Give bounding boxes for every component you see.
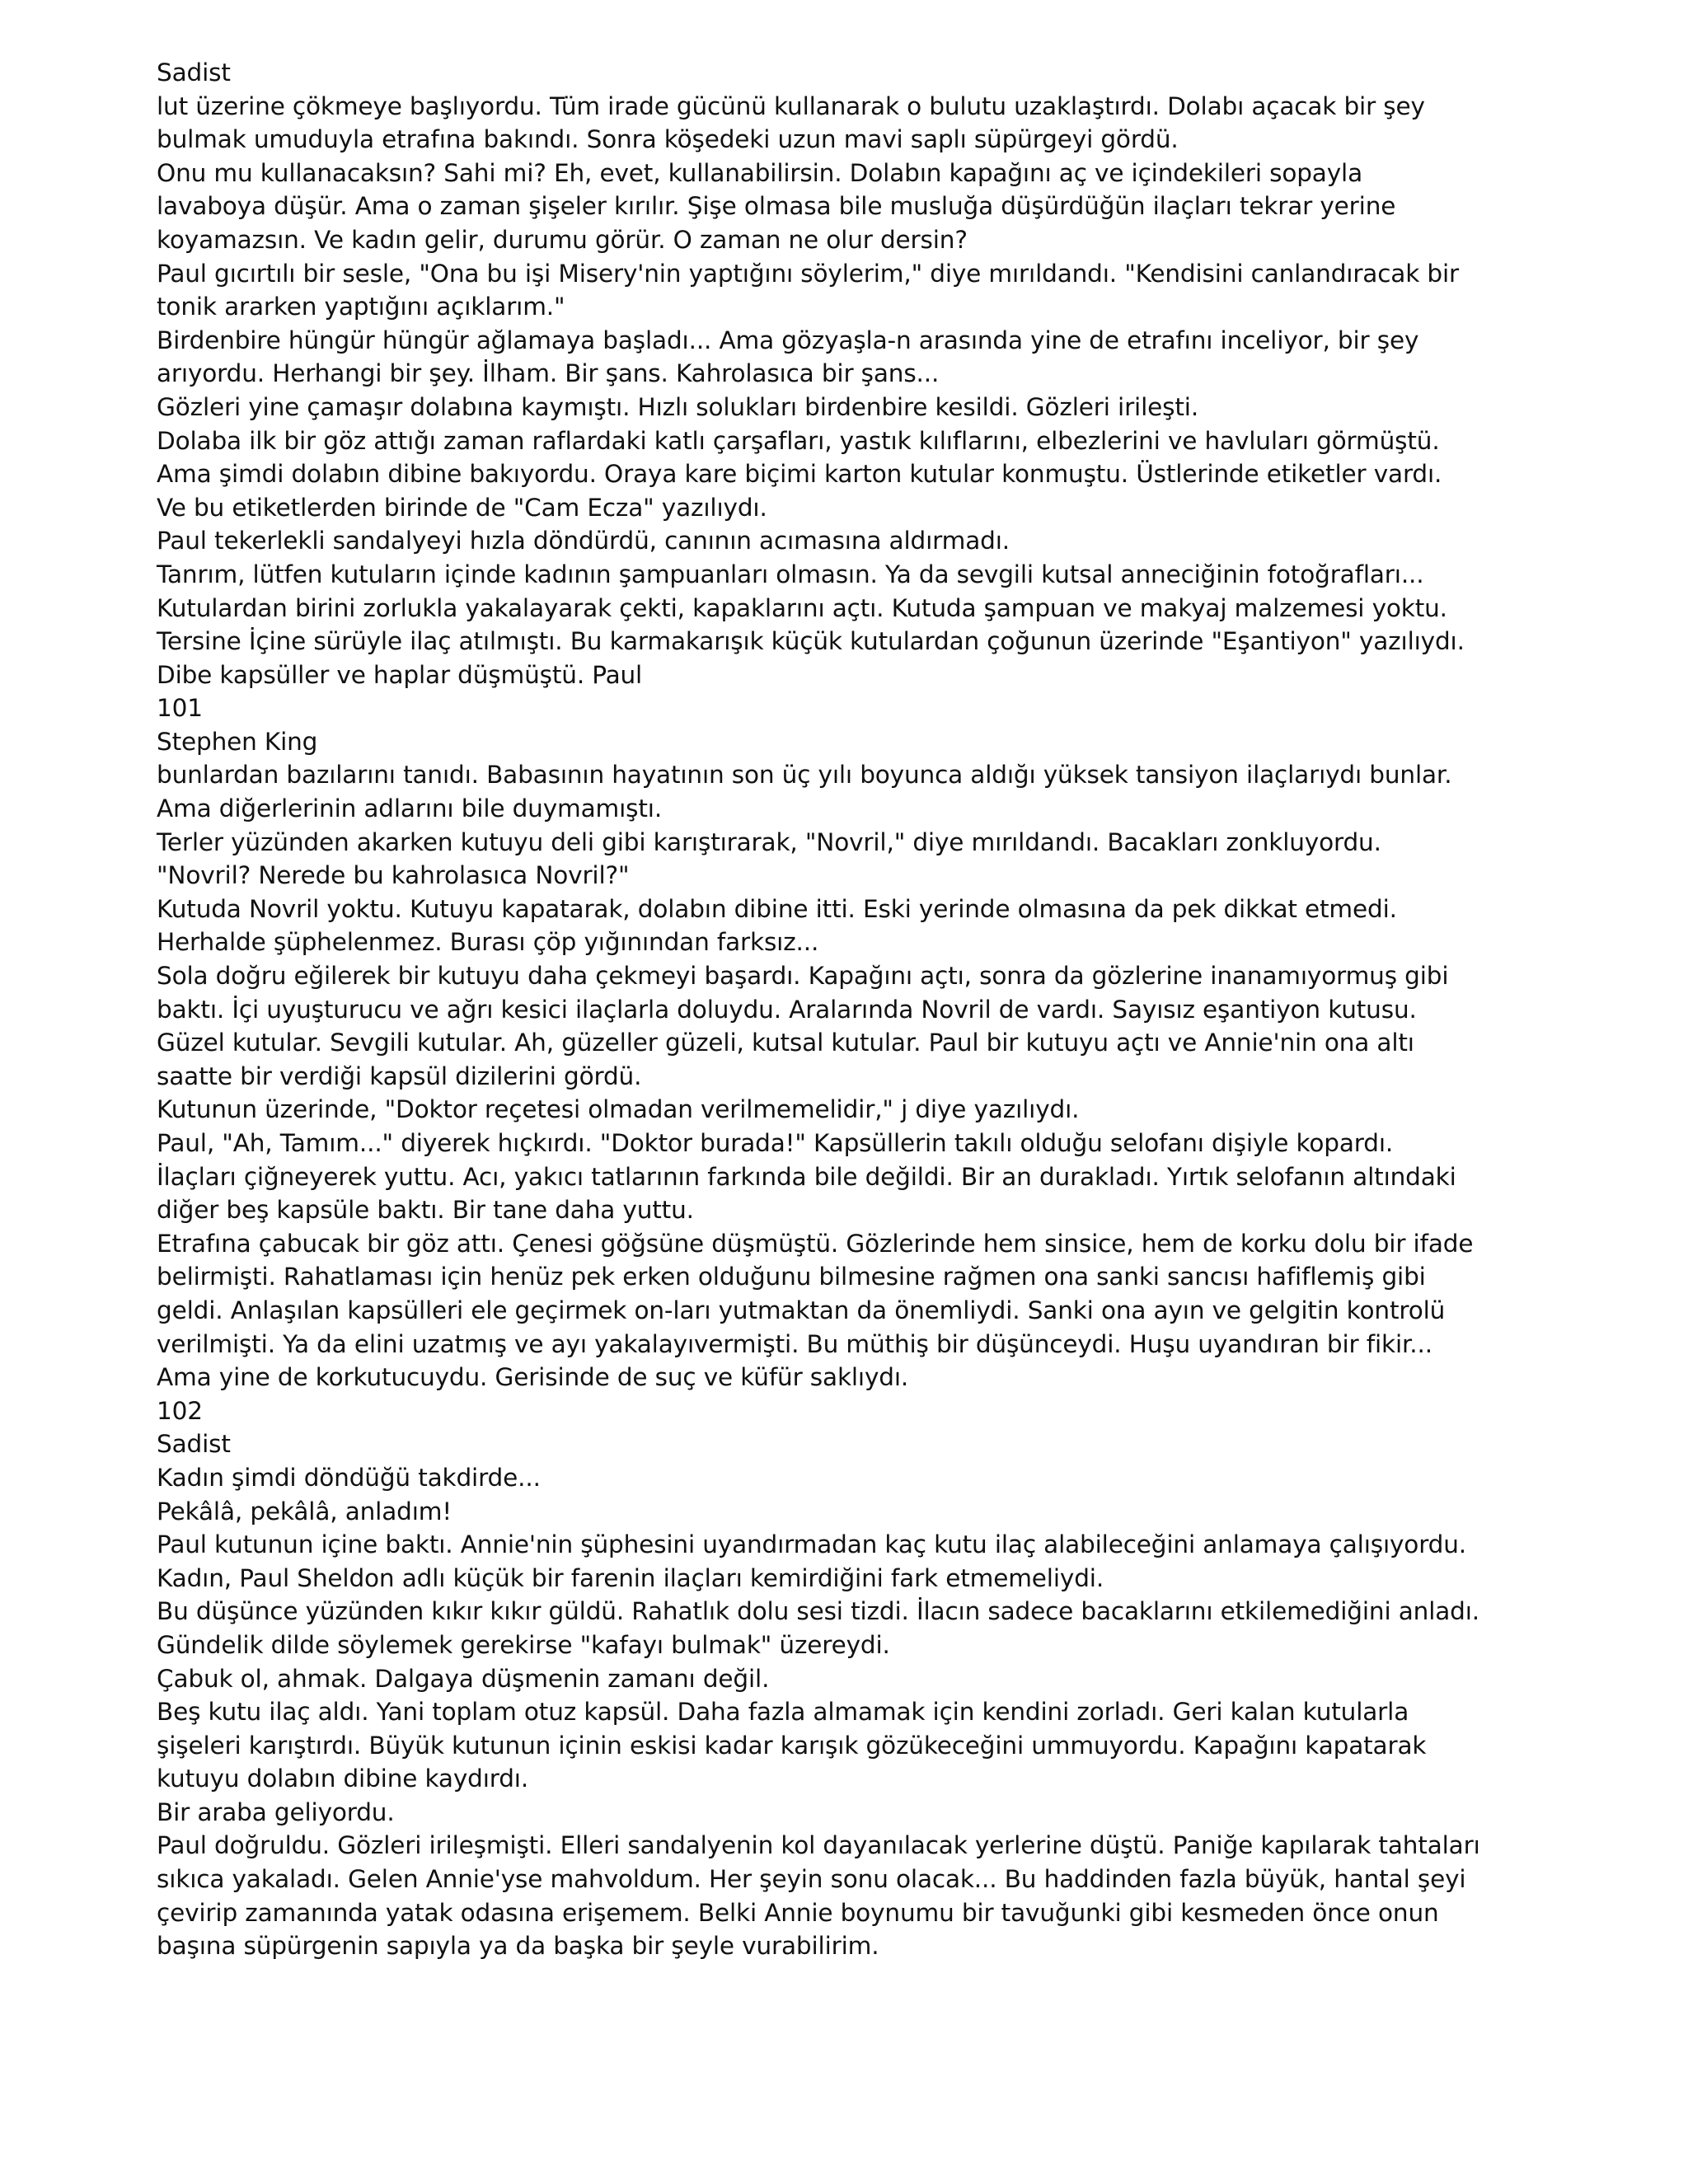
text-line: Etrafına çabucak bir göz attı. Çenesi göğsüne düşmüştü. Gözlerinde hem sinsice, hem de korku dolu bir ifade xyxy=(157,1229,1474,1258)
text-line: Güzel kutular. Sevgili kutular. Ah, güzeller güzeli, kutsal kutular. Paul bir kutuyu açtı ve Annie'nin ona altı xyxy=(157,1029,1414,1057)
text-line: arıyordu. Herhangi bir şey. İlham. Bir şans. Kahrolasıca bir şans... xyxy=(157,359,940,388)
text-line: sıkıca yakaladı. Gelen Annie'yse mahvoldum. Her şeyin sonu olacak... Bu haddinden fazla büyük, hantal şeyi xyxy=(157,1865,1466,1894)
text-line: diğer beş kapsüle baktı. Bir tane daha yuttu. xyxy=(157,1196,694,1225)
document-page xyxy=(157,56,1558,1963)
text-line: kutuyu dolabın dibine kaydırdı. xyxy=(157,1765,529,1793)
text-line: bulmak umuduyla etrafına bakındı. Sonra köşedeki uzun mavi saplı süpürgeyi gördü. xyxy=(157,125,1179,154)
text-line: Ama yine de korkutucuydu. Gerisinde de suç ve küfür saklıydı. xyxy=(157,1363,909,1392)
text-line: şişeleri karıştırdı. Büyük kutunun içinin eskisi kadar karışık gözükeceğini ummuyordu. Kapağını kapatarak xyxy=(157,1731,1427,1760)
text-line: Sadist xyxy=(157,1430,231,1459)
text-line: başına süpürgenin sapıyla ya da başka bir şeyle vurabilirim. xyxy=(157,1932,879,1961)
text-line: bunlardan bazılarını tanıdı. Babasının hayatının son üç yılı boyunca aldığı yüksek tansiyon ilaçlarıydı bunlar. xyxy=(157,761,1452,790)
text-line: Sadist xyxy=(157,59,231,87)
text-line: Paul kutunun içine baktı. Annie'nin şüphesini uyandırmadan kaç kutu ilaç alabileceğini anlamaya çalışıyordu. xyxy=(157,1530,1467,1559)
text-line: Onu mu kullanacaksın? Sahi mi? Eh, evet, kullanabilirsin. Dolabın kapağını aç ve içindekileri sopayla xyxy=(157,158,1363,187)
text-line: Kutulardan birini zorlukla yakalayarak çekti, kapaklarını açtı. Kutuda şampuan ve makyaj malzemesi yoktu. xyxy=(157,593,1447,622)
text-line: Ama diğerlerinin adlarını bile duymamıştı. xyxy=(157,794,663,823)
text-line: Stephen King xyxy=(157,727,318,756)
text-line: Pekâlâ, pekâlâ, anladım! xyxy=(157,1497,452,1526)
text-line: Birdenbire hüngür hüngür ağlamaya başladı... Ama gözyaşla-n arasında yine de etrafını inceliyor, bir şey xyxy=(157,326,1419,354)
text-line: lavaboya düşür. Ama o zaman şişeler kırılır. Şişe olmasa bile musluğa düşürdüğün ilaçları tekrar yerine xyxy=(157,192,1396,221)
text-line: Sola doğru eğilerek bir kutuyu daha çekmeyi başardı. Kapağını açtı, sonra da gözlerine inanamıyormuş gibi xyxy=(157,962,1449,991)
text-line: Ve bu etiketlerden birinde de "Cam Ecza" yazılıydı. xyxy=(157,493,767,522)
text-line: Kutuda Novril yoktu. Kutuyu kapatarak, dolabın dibine itti. Eski yerinde olmasına da pek dikkat etmedi. xyxy=(157,894,1397,923)
text-line: İlaçları çiğneyerek yuttu. Acı, yakıcı tatlarının farkında bile değildi. Bir an durakladı. Yırtık selofanın altındaki xyxy=(157,1162,1456,1191)
text-line: Çabuk ol, ahmak. Dalgaya düşmenin zamanı değil. xyxy=(157,1664,770,1693)
text-line: Beş kutu ilaç aldı. Yani toplam otuz kapsül. Daha fazla almamak için kendini zorladı. Geri kalan kutularla xyxy=(157,1698,1409,1727)
text-line: koyamazsın. Ve kadın gelir, durumu görür. O zaman ne olur dersin? xyxy=(157,225,968,254)
text-line: Bir araba geliyordu. xyxy=(157,1797,395,1826)
text-line: Tersine İçine sürüyle ilaç atılmıştı. Bu karmakarışık küçük kutulardan çoğunun üzerinde "Eşantiyon" yazılıydı. xyxy=(157,627,1465,656)
text-line: geldi. Anlaşılan kapsülleri ele geçirmek on-ları yutmaktan da önemliydi. Sanki ona ayın ve gelgitin kontrolü xyxy=(157,1296,1446,1324)
text-line: Dibe kapsüller ve haplar düşmüştü. Paul xyxy=(157,660,643,689)
text-line: baktı. İçi uyuşturucu ve ağrı kesici ilaçlarla doluydu. Aralarında Novril de vardı. Sayısız eşantiyon kutusu. xyxy=(157,995,1417,1024)
text-line: Kutunun üzerinde, "Doktor reçetesi olmadan verilmemelidir," j diye yazılıydı. xyxy=(157,1095,1080,1124)
text-line: 101 xyxy=(157,694,203,723)
text-line: Paul, "Ah, Tamım..." diyerek hıçkırdı. "Doktor burada!" Kapsüllerin takılı olduğu selofanı dişiyle kopardı. xyxy=(157,1129,1394,1157)
text-line: "Novril? Nerede bu kahrolasıca Novril?" xyxy=(157,861,630,890)
text-line: 102 xyxy=(157,1396,203,1425)
text-line: Tanrım, lütfen kutuların içinde kadının şampuanları olmasın. Ya da sevgili kutsal anneciğinin fotoğrafları... xyxy=(157,560,1424,588)
text-line: tonik ararken yaptığını açıklarım." xyxy=(157,293,565,321)
text-line: belirmişti. Rahatlaması için henüz pek erken olduğunu bilmesine rağmen ona sanki sancısı hafiflemiş gibi xyxy=(157,1263,1426,1291)
text-line: Kadın, Paul Sheldon adlı küçük bir farenin ilaçları kemirdiğini fark etmemeliydi. xyxy=(157,1563,1104,1592)
text-line: Ama şimdi dolabın dibine bakıyordu. Oraya kare biçimi karton kutular konmuştu. Üstlerinde etiketler vardı. xyxy=(157,460,1442,489)
text-line: saatte bir verdiği kapsül dizilerini gördü. xyxy=(157,1062,642,1090)
text-line: Paul doğruldu. Gözleri irileşmişti. Elleri sandalyenin kol dayanılacak yerlerine düştü. Paniğe kapılarak tahtaları xyxy=(157,1831,1480,1860)
text-line: Herhalde şüphelenmez. Burası çöp yığınından farksız... xyxy=(157,928,819,957)
text-line: Gözleri yine çamaşır dolabına kaymıştı. Hızlı solukları birdenbire kesildi. Gözleri irileşti. xyxy=(157,392,1199,421)
text-line: Paul tekerlekli sandalyeyi hızla döndürdü, canının acımasına aldırmadı. xyxy=(157,527,1010,555)
text-line: Paul gıcırtılı bir sesle, "Ona bu işi Misery'nin yaptığını söylerim," diye mırıldandı. "Kendisini canlandıracak bir xyxy=(157,259,1459,288)
text-line: lut üzerine çökmeye başlıyordu. Tüm irade gücünü kullanarak o bulutu uzaklaştırdı. Dolabı açacak bir şey xyxy=(157,91,1425,120)
text-line: çevirip zamanında yatak odasına erişemem. Belki Annie boynumu bir tavuğunki gibi kesmeden önce onun xyxy=(157,1898,1439,1927)
text-line: Terler yüzünden akarken kutuyu deli gibi karıştırarak, "Novril," diye mırıldandı. Bacakları zonkluyordu. xyxy=(157,827,1381,856)
text-line: Bu düşünce yüzünden kıkır kıkır güldü. Rahatlık dolu sesi tizdi. İlacın sadece bacaklarını etkilemediğini anladı. xyxy=(157,1597,1480,1626)
text-line: verilmişti. Ya da elini uzatmış ve ayı yakalayıvermişti. Bu müthiş bir düşünceydi. Huşu uyandıran bir fikir... xyxy=(157,1329,1432,1358)
text-line: Dolaba ilk bir göz attığı zaman raflardaki katlı çarşafları, yastık kılıflarını, elbezlerini ve havluları görmüştü. xyxy=(157,426,1440,455)
text-line: Kadın şimdi döndüğü takdirde... xyxy=(157,1463,541,1492)
text-line: Gündelik dilde söylemek gerekirse "kafayı bulmak" üzereydi. xyxy=(157,1630,890,1659)
